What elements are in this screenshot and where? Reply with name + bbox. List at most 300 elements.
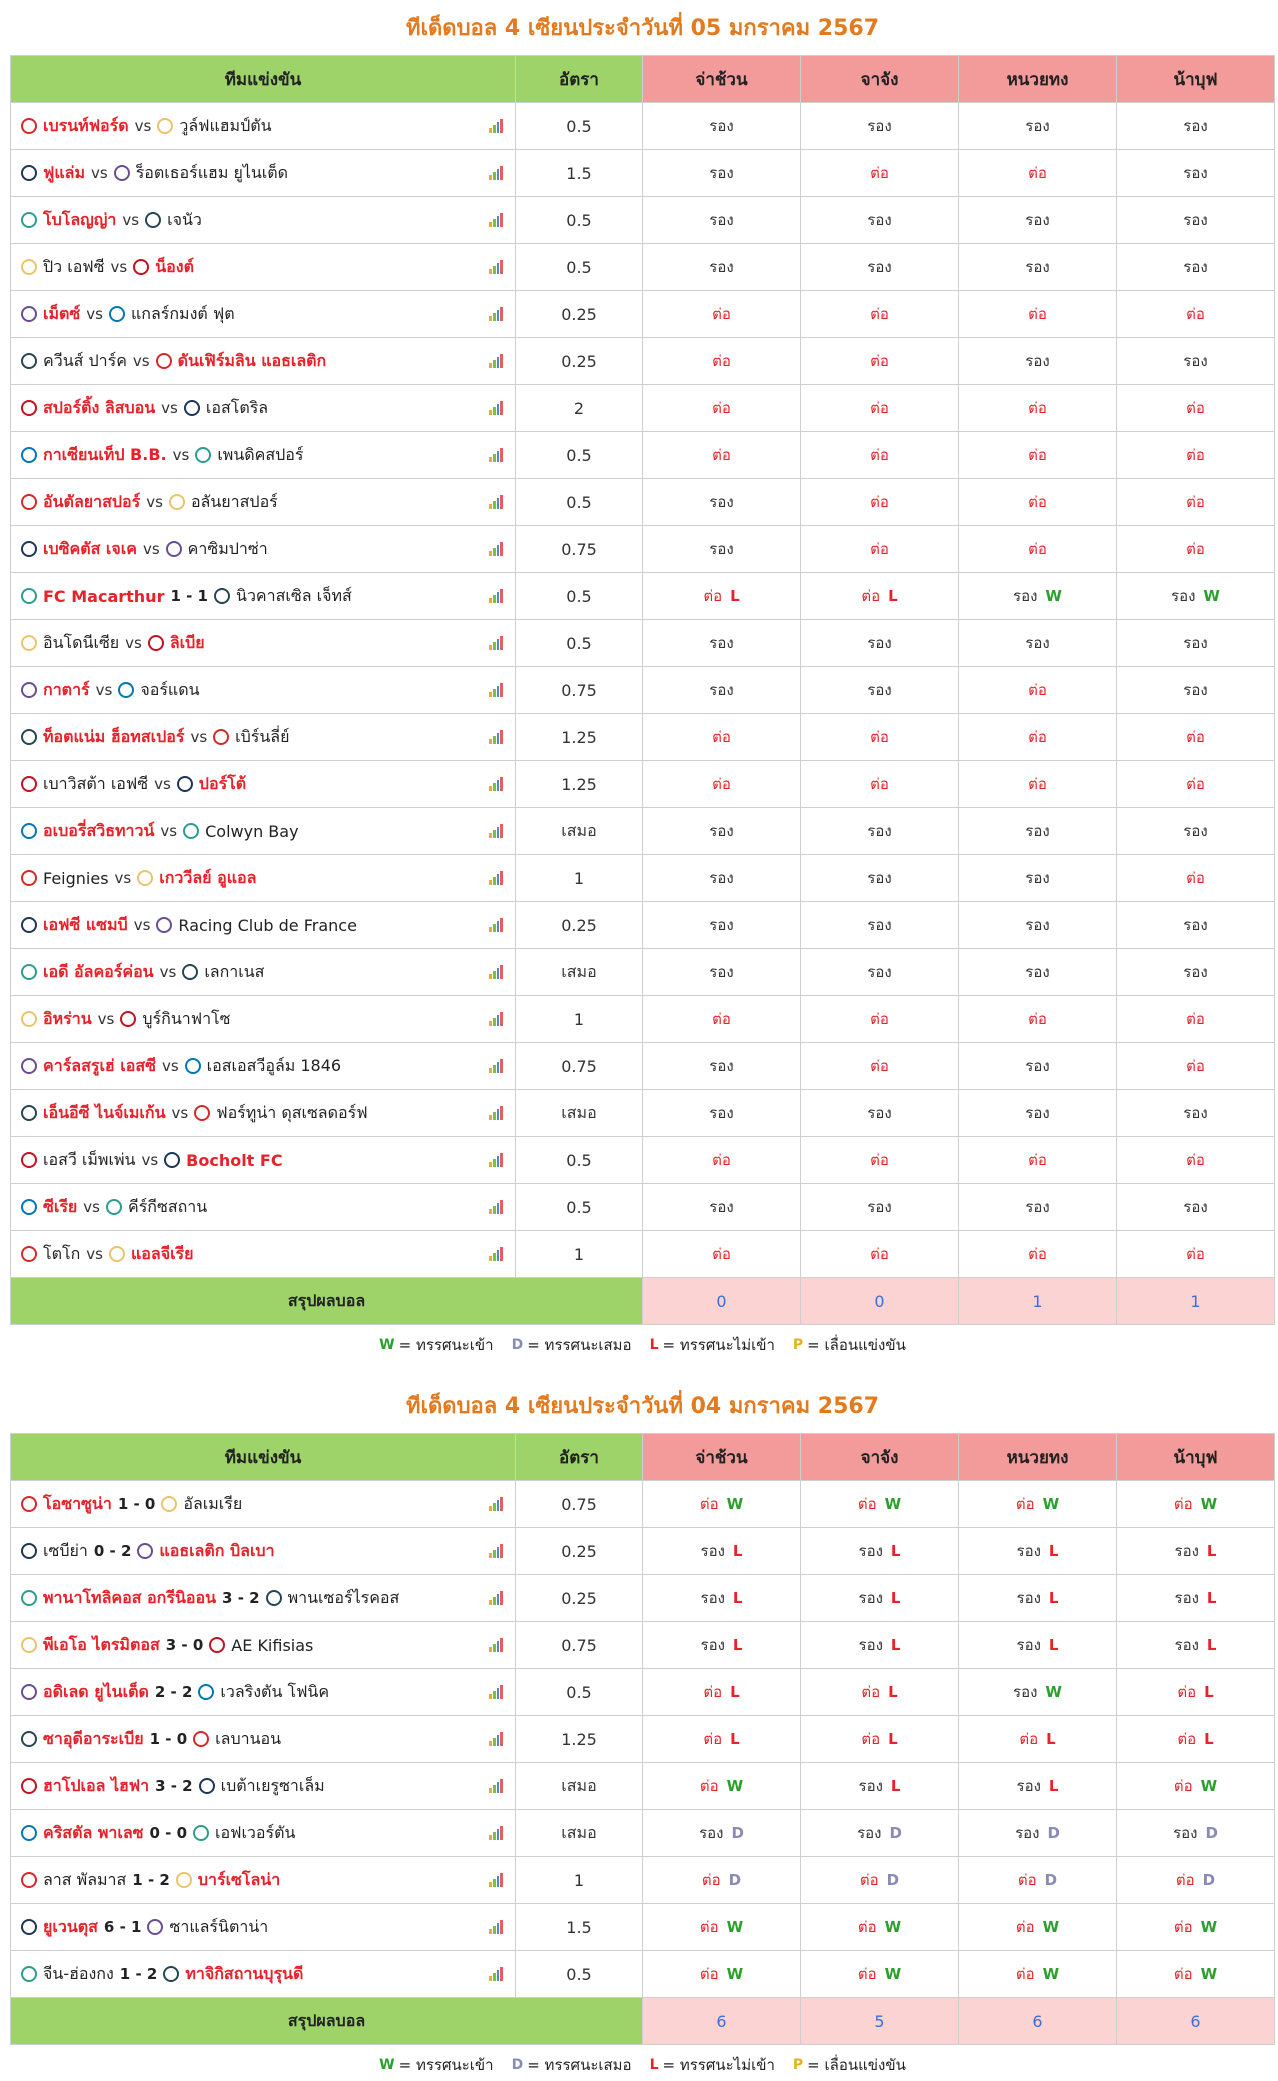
match-teams [21, 772, 505, 797]
away-team[interactable]: เอสเอสวีอูล์ม 1846 [206, 1055, 342, 1075]
home-team[interactable]: อินโดนีเซีย [43, 632, 120, 652]
away-team[interactable]: แกลร์กมงต์ ฟุต [130, 303, 235, 323]
expert-pick [1117, 385, 1275, 432]
home-team-logo-icon [21, 1199, 37, 1215]
away-team[interactable]: นิวคาสเซิล เจ็ทส์ [236, 585, 352, 605]
table-row [11, 761, 1275, 808]
stats-icon[interactable] [489, 1967, 503, 1981]
table-row [11, 1716, 1275, 1763]
handicap-rate: 0.5 [516, 1669, 643, 1716]
home-team[interactable]: ฮาโปเอล ไฮฟา [43, 1775, 150, 1795]
pick-text: รอง [1025, 916, 1050, 934]
pick-text: ต่อ [870, 446, 889, 464]
table-header-row [11, 56, 1275, 103]
stats-icon[interactable] [489, 1591, 503, 1605]
expert-pick [959, 573, 1117, 620]
header-expert: จ่าช้วน [643, 1434, 801, 1481]
home-team[interactable]: พีเอโอ ไตรมิตอส [43, 1634, 160, 1654]
pick-text: รอง [1025, 822, 1050, 840]
expert-pick [801, 291, 959, 338]
pick-text: ต่อ [1028, 1010, 1047, 1028]
versus-label: vs [83, 1198, 100, 1216]
home-team-logo-icon [21, 1543, 37, 1559]
summary-label: สรุปผลบอล [11, 1278, 643, 1325]
pick-text: รอง [709, 117, 734, 135]
pick-text: ต่อ [699, 1918, 719, 1936]
away-team[interactable]: AE Kifisias [231, 1635, 314, 1655]
pick-text: รอง [1016, 1777, 1041, 1795]
pick-text: รอง [1025, 117, 1050, 135]
legend-code: D [511, 1337, 524, 1353]
expert-pick [643, 1763, 801, 1810]
summary-value: 6 [1117, 1998, 1275, 2045]
match-teams [21, 443, 505, 468]
stats-icon[interactable] [489, 777, 503, 791]
pick-text: ต่อ [703, 587, 723, 605]
away-team[interactable]: เวลริงตัน โฟนิค [220, 1681, 330, 1701]
pick-text: ต่อ [1028, 1245, 1047, 1263]
legend [10, 1325, 1275, 1365]
expert-pick [1117, 1043, 1275, 1090]
home-team[interactable]: เบาวิสต้า เอฟซี [43, 773, 149, 793]
home-team-logo-icon [21, 212, 37, 228]
stats-icon[interactable] [489, 1106, 503, 1120]
away-team-logo-icon [114, 165, 130, 181]
match-cell [11, 761, 516, 808]
away-team-logo-icon [177, 776, 193, 792]
stats-icon[interactable] [489, 1732, 503, 1746]
pick-result: W [884, 1965, 902, 1983]
match-teams [21, 1586, 505, 1611]
match-teams [21, 349, 505, 374]
pick-text: ต่อ [1028, 493, 1047, 511]
expert-pick [1117, 996, 1275, 1043]
match-teams [21, 1101, 505, 1126]
match-score: 6 - 1 [103, 1918, 142, 1936]
away-team[interactable]: ดันเฟิร์มลิน แอธเลติก [177, 350, 327, 370]
home-team[interactable]: ท็อตแน่ม ฮ็อทสเปอร์ [43, 726, 185, 746]
away-team[interactable]: Racing Club de France [178, 915, 357, 935]
versus-label: vs [171, 1104, 189, 1122]
table-row [11, 667, 1275, 714]
away-team[interactable]: ลิเบีย [169, 632, 205, 652]
summary-value: 0 [643, 1278, 801, 1325]
legend-item [793, 1333, 906, 1357]
handicap-rate: 0.25 [516, 338, 643, 385]
versus-label: vs [110, 258, 128, 276]
match-score: 1 - 1 [170, 587, 208, 605]
stats-icon[interactable] [489, 354, 503, 368]
legend-item [379, 2053, 493, 2077]
home-team[interactable]: เอฟซี แซมบี [43, 914, 128, 934]
home-team-logo-icon [21, 1011, 37, 1027]
home-team-logo-icon [21, 447, 37, 463]
away-team-logo-icon [118, 682, 134, 698]
home-team[interactable]: เซบีย่า [43, 1540, 88, 1560]
expert-pick [959, 1857, 1117, 1904]
home-team[interactable]: เม็ตซ์ [43, 303, 81, 323]
match-teams [21, 913, 505, 938]
expert-pick [1117, 620, 1275, 667]
expert-pick [959, 1622, 1117, 1669]
away-team[interactable]: แอธเลติก บิลเบา [159, 1540, 275, 1560]
expert-pick [801, 1528, 959, 1575]
legend-label: = ทรรศนะเข้า [398, 1336, 494, 1354]
home-team[interactable]: ปิว เอฟซี [43, 256, 105, 276]
away-team[interactable]: เลกาเนส [204, 961, 265, 981]
stats-icon[interactable] [489, 1059, 503, 1073]
legend-label: = ทรรศนะไม่เข้า [662, 1336, 775, 1354]
stats-icon[interactable] [489, 166, 503, 180]
stats-icon[interactable] [489, 1012, 503, 1026]
expert-pick [643, 667, 801, 714]
expert-pick [1117, 667, 1275, 714]
handicap-rate: เสมอ [516, 1090, 643, 1137]
expert-pick [643, 855, 801, 902]
pick-text: ต่อ [870, 164, 889, 182]
legend-label: = ทรรศนะเสมอ [527, 2056, 632, 2074]
home-team[interactable]: Feignies [43, 868, 109, 888]
expert-pick [1117, 1481, 1275, 1528]
expert-pick [801, 573, 959, 620]
away-team-logo-icon [137, 870, 153, 886]
pick-text: รอง [1016, 1542, 1041, 1560]
pick-text: ต่อ [712, 399, 731, 417]
expert-pick [801, 855, 959, 902]
match-score: 3 - 2 [222, 1589, 260, 1607]
legend-item [650, 2053, 775, 2077]
pick-text: รอง [709, 822, 734, 840]
pick-text: รอง [867, 1198, 892, 1216]
expert-pick [1117, 714, 1275, 761]
header-expert: จาจัง [801, 1434, 959, 1481]
pick-text: รอง [700, 1542, 725, 1560]
match-score: 1 - 2 [132, 1871, 170, 1889]
handicap-rate: 1.25 [516, 1716, 643, 1763]
pick-text: ต่อ [870, 1151, 889, 1169]
legend-code: P [792, 2057, 804, 2073]
stats-icon[interactable] [489, 1638, 503, 1652]
pick-text: รอง [1025, 352, 1050, 370]
home-team[interactable]: ลาส พัลมาส [43, 1869, 127, 1889]
expert-pick [1117, 902, 1275, 949]
home-team[interactable]: โอซาซูน่า [43, 1493, 112, 1513]
home-team[interactable]: พานาโทลิคอส อกรีนิออน [43, 1587, 217, 1607]
pick-text: ต่อ [1028, 775, 1047, 793]
expert-pick [959, 1669, 1117, 1716]
expert-pick [959, 667, 1117, 714]
expert-pick [959, 1481, 1117, 1528]
home-team[interactable]: เอ็นอีซี ไนจ์เมเก้น [43, 1102, 166, 1122]
home-team[interactable]: เบรนท์ฟอร์ด [43, 115, 129, 135]
pick-text: รอง [1173, 1824, 1198, 1842]
table-row [11, 1043, 1275, 1090]
versus-label: vs [125, 634, 142, 652]
expert-pick [643, 573, 801, 620]
pick-text: รอง [709, 1057, 734, 1075]
home-team[interactable]: ซีเรีย [43, 1196, 78, 1216]
away-team[interactable]: น็องต์ [155, 256, 194, 276]
stats-icon[interactable] [489, 683, 503, 697]
expert-pick [643, 1090, 801, 1137]
away-team[interactable]: คีร์กีซสถาน [128, 1196, 208, 1216]
match-score: 1 - 0 [149, 1730, 188, 1748]
expert-pick [643, 1904, 801, 1951]
match-cell [11, 291, 516, 338]
expert-pick [1117, 1575, 1275, 1622]
expert-pick [959, 1716, 1117, 1763]
pick-text: รอง [709, 258, 734, 276]
home-team-logo-icon [21, 541, 37, 557]
expert-pick [959, 197, 1117, 244]
expert-pick [801, 1810, 959, 1857]
handicap-rate: 0.5 [516, 1184, 643, 1231]
away-team-logo-icon [193, 1731, 209, 1747]
expert-pick [959, 150, 1117, 197]
away-team[interactable]: เอฟเวอร์ตัน [215, 1822, 296, 1842]
stats-icon[interactable] [489, 965, 503, 979]
pick-text: ต่อ [699, 1495, 719, 1513]
stats-icon[interactable] [489, 1200, 503, 1214]
header-expert: หนวยทง [959, 1434, 1117, 1481]
pick-text: รอง [699, 1824, 724, 1842]
legend-item [650, 1333, 775, 1357]
stats-icon[interactable] [489, 589, 503, 603]
home-team[interactable]: FC Macarthur [43, 586, 165, 606]
home-team[interactable]: ฟูแล่ม [43, 162, 85, 182]
handicap-rate: เสมอ [516, 1810, 643, 1857]
pick-text: ต่อ [701, 1871, 721, 1889]
expert-pick [959, 714, 1117, 761]
away-team[interactable]: อัลเมเรีย [183, 1493, 243, 1513]
pick-text: รอง [709, 916, 734, 934]
expert-pick [959, 1231, 1117, 1278]
away-team[interactable]: เกววีลย์ อูแอล [159, 867, 257, 887]
pick-text: ต่อ [1186, 540, 1205, 558]
away-team[interactable]: Colwyn Bay [205, 821, 299, 841]
home-team[interactable]: คาร์ลสรูเฮ่ เอสซี [43, 1055, 156, 1075]
match-teams [21, 1148, 505, 1173]
away-team[interactable]: เอสโตริล [205, 397, 269, 417]
home-team[interactable]: เบซิคตัส เจเค [43, 538, 137, 558]
versus-label: vs [190, 728, 208, 746]
away-team[interactable]: Bocholt FC [186, 1150, 283, 1170]
pick-text: ต่อ [1028, 164, 1047, 182]
expert-pick [1117, 761, 1275, 808]
handicap-rate: 1 [516, 1857, 643, 1904]
away-team-logo-icon [213, 729, 229, 745]
pick-text: รอง [1183, 634, 1208, 652]
home-team[interactable]: เอสวี เม็พเพ่น [43, 1149, 136, 1169]
pick-result: L [1046, 1730, 1056, 1748]
pick-text: ต่อ [1186, 1245, 1205, 1263]
expert-pick [959, 1763, 1117, 1810]
table-row [11, 1669, 1275, 1716]
away-team[interactable]: ทาจิกิสถานบุรุนดี [185, 1963, 304, 1983]
expert-pick [643, 1137, 801, 1184]
summary-label: สรุปผลบอล [11, 1998, 643, 2045]
stats-icon[interactable] [489, 1779, 503, 1793]
stats-icon[interactable] [489, 1920, 503, 1934]
home-team[interactable]: อดิเลด ยูไนเต็ด [43, 1681, 149, 1701]
tips-section-0105 [10, 0, 1275, 1365]
pick-text: รอง [1025, 634, 1050, 652]
home-team[interactable]: เอดี อัลคอร์ค่อน [43, 961, 154, 981]
handicap-rate: 0.75 [516, 1481, 643, 1528]
pick-text: รอง [1174, 1636, 1199, 1654]
versus-label: vs [141, 1151, 159, 1169]
pick-text: ต่อ [1028, 399, 1047, 417]
home-team-logo-icon [21, 306, 37, 322]
stats-icon[interactable] [489, 213, 503, 227]
away-team[interactable]: เลบานอน [215, 1728, 282, 1748]
stats-icon[interactable] [489, 542, 503, 556]
match-cell [11, 526, 516, 573]
away-team-logo-icon [169, 494, 185, 510]
stats-icon[interactable] [489, 636, 503, 650]
handicap-rate: 0.25 [516, 902, 643, 949]
away-team[interactable]: เพนดิคสปอร์ [217, 444, 304, 464]
away-team[interactable]: ซาแลร์นิตาน่า [169, 1916, 269, 1936]
home-team[interactable]: กาตาร์ [43, 679, 90, 699]
expert-pick [801, 385, 959, 432]
expert-pick [801, 902, 959, 949]
stats-icon[interactable] [489, 401, 503, 415]
pick-text: รอง [709, 211, 734, 229]
away-team[interactable]: ร็อตเธอร์แฮม ยูไนเต็ด [135, 162, 289, 182]
match-cell [11, 573, 516, 620]
pick-text: รอง [867, 634, 892, 652]
stats-icon[interactable] [489, 1873, 503, 1887]
stats-icon[interactable] [489, 918, 503, 932]
expert-pick [801, 1043, 959, 1090]
handicap-rate: 0.25 [516, 1528, 643, 1575]
away-team[interactable]: พานเซอร์ไรคอส [287, 1587, 400, 1607]
away-team[interactable]: แอลจีเรีย [130, 1243, 194, 1263]
expert-pick [1117, 150, 1275, 197]
expert-pick [643, 1528, 801, 1575]
away-team-logo-icon [185, 1058, 201, 1074]
pick-text: ต่อ [703, 1683, 723, 1701]
pick-result: L [732, 1542, 743, 1560]
away-team[interactable]: บูร์กินาฟาโซ [142, 1008, 231, 1028]
table-row [11, 573, 1275, 620]
stats-icon[interactable] [489, 1685, 503, 1699]
home-team[interactable]: อเบอรี่สวิธทาวน์ [43, 820, 155, 840]
expert-pick [959, 338, 1117, 385]
stats-icon[interactable] [489, 1826, 503, 1840]
stats-icon[interactable] [489, 1544, 503, 1558]
header-rate: อัตรา [516, 56, 643, 103]
pick-text: รอง [1183, 1104, 1208, 1122]
stats-icon[interactable] [489, 1247, 503, 1261]
match-teams [21, 114, 505, 139]
home-team[interactable]: โตโก [43, 1243, 81, 1263]
away-team[interactable]: ฟอร์ทูน่า ดุสเซลดอร์ฟ [216, 1102, 368, 1122]
expert-pick [1117, 573, 1275, 620]
away-team-logo-icon [147, 1919, 163, 1935]
away-team-logo-icon [120, 1011, 136, 1027]
stats-icon[interactable] [489, 1497, 503, 1511]
handicap-rate: 0.25 [516, 1575, 643, 1622]
header-match: ทีมแข่งขัน [11, 56, 516, 103]
away-team[interactable]: อลันยาสปอร์ [190, 491, 278, 511]
expert-pick [959, 1043, 1117, 1090]
stats-icon[interactable] [489, 495, 503, 509]
away-team[interactable]: บาร์เซโลน่า [197, 1869, 281, 1889]
away-team[interactable]: คาซิมปาซ่า [187, 538, 268, 558]
home-team[interactable]: จีน-ฮ่องกง [43, 1963, 114, 1983]
match-teams [21, 725, 505, 750]
pick-result: L [890, 1636, 901, 1654]
away-team[interactable]: เจนัว [167, 209, 202, 229]
handicap-rate: 0.5 [516, 573, 643, 620]
stats-icon[interactable] [489, 307, 503, 321]
away-team[interactable]: ปอร์โต้ [198, 773, 247, 793]
pick-text: ต่อ [870, 540, 889, 558]
versus-label: vs [91, 164, 108, 182]
away-team[interactable]: เบต้าเยรูซาเล็ม [220, 1775, 325, 1795]
pick-text: ต่อ [712, 728, 731, 746]
expert-pick [643, 1043, 801, 1090]
stats-icon[interactable] [489, 824, 503, 838]
pick-result: W [1200, 1965, 1218, 1983]
stats-icon[interactable] [489, 871, 503, 885]
versus-label: vs [122, 211, 140, 229]
pick-text: ต่อ [712, 1010, 731, 1028]
expert-pick [643, 761, 801, 808]
pick-result: L [888, 1683, 898, 1701]
expert-pick [1117, 1137, 1275, 1184]
match-cell [11, 1857, 516, 1904]
home-team-logo-icon [21, 823, 37, 839]
away-team[interactable]: จอร์แดน [140, 679, 200, 699]
pick-text: ต่อ [1186, 1057, 1205, 1075]
away-team-logo-icon [109, 1246, 125, 1262]
table-row [11, 1763, 1275, 1810]
expert-pick [801, 949, 959, 996]
expert-pick [801, 1763, 959, 1810]
pick-text: ต่อ [1015, 1965, 1035, 1983]
stats-icon[interactable] [489, 448, 503, 462]
stats-icon[interactable] [489, 260, 503, 274]
stats-icon[interactable] [489, 730, 503, 744]
home-team[interactable]: ซาอุดีอาระเบีย [43, 1728, 144, 1748]
home-team[interactable]: กาเซียนเท็ป B.B. [43, 444, 167, 464]
home-team[interactable]: คริสตัล พาเลซ [43, 1822, 144, 1842]
stats-icon[interactable] [489, 1153, 503, 1167]
pick-result: L [1048, 1636, 1059, 1654]
pick-text: ต่อ [870, 728, 889, 746]
home-team[interactable]: อิหร่าน [43, 1008, 92, 1028]
pick-text: รอง [1013, 1683, 1038, 1701]
home-team[interactable]: โบโลญญ่า [43, 209, 117, 229]
expert-pick [1117, 1763, 1275, 1810]
away-team[interactable]: เบิร์นลี่ย์ [235, 726, 290, 746]
stats-icon[interactable] [489, 119, 503, 133]
home-team[interactable]: สปอร์ติ้ง ลิสบอน [43, 397, 156, 417]
away-team[interactable]: วูล์ฟแฮมป์ตัน [179, 115, 272, 135]
pick-text: รอง [1183, 963, 1208, 981]
pick-text: ต่อ [870, 775, 889, 793]
home-team[interactable]: อันตัลยาสปอร์ [43, 491, 141, 511]
pick-result: L [1206, 1542, 1217, 1560]
home-team-logo-icon [21, 1590, 37, 1606]
home-team[interactable]: ยูเวนตุส [43, 1916, 98, 1936]
home-team-logo-icon [21, 870, 37, 886]
pick-result: W [1045, 587, 1062, 605]
home-team[interactable]: ควีนส์ ปาร์ค [43, 350, 127, 370]
